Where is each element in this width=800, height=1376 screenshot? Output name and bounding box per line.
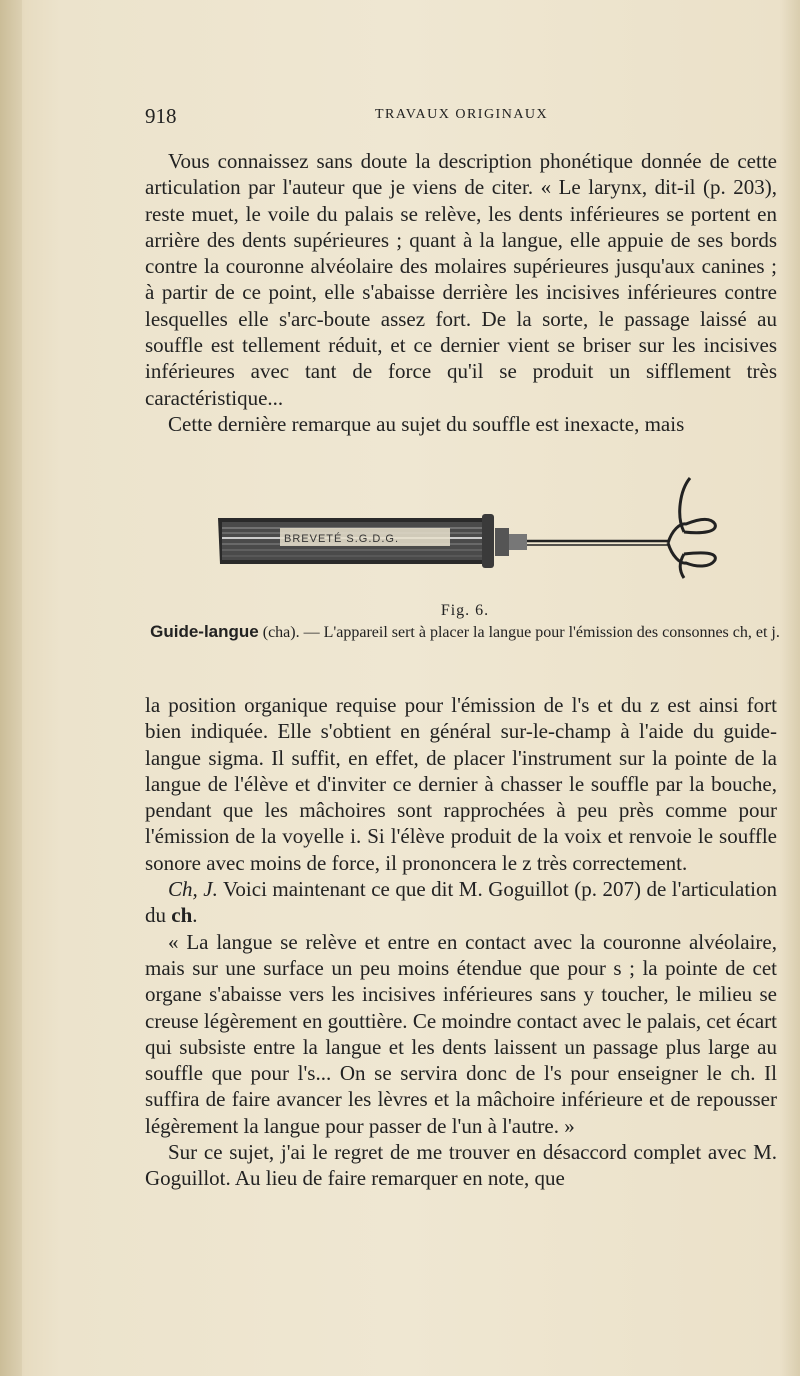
- figure-label: Fig. 6.: [440, 602, 490, 619]
- figure-caption: [145, 600, 785, 643]
- running-title: TRAVAUX ORIGINAUX: [375, 107, 549, 122]
- paragraph-4-end: .: [192, 903, 198, 928]
- instrument-tongue-guide: [668, 478, 715, 578]
- caption-term: Guide-langue: [150, 622, 259, 641]
- caption-term-note: (cha).: [262, 624, 300, 641]
- paragraph-4: [145, 876, 777, 929]
- page-header: [145, 104, 785, 130]
- page-number: 918: [145, 104, 177, 128]
- page-spine-shadow: [0, 0, 22, 1376]
- paragraph-4-bold: ch: [171, 903, 193, 928]
- paragraph-4-text: Voici maintenant ce que dit M. Goguillot (p. 207) de l'articulation du: [145, 877, 778, 928]
- instrument-handle: [218, 518, 485, 564]
- paragraph-6: Sur ce sujet, j'ai le regret de me trouver en désaccord complet avec M. Goguillot. Au lieu de faire remarquer en note, que: [145, 1140, 777, 1191]
- instrument-ferrule: [482, 514, 527, 568]
- instrument-wire: [527, 541, 668, 545]
- text-block-top: [145, 148, 777, 437]
- engraving-text: BREVETÉ S.G.D.G.: [284, 533, 400, 545]
- text-block-bottom: [145, 692, 777, 1192]
- caption-text: — L'appareil sert à placer la langue pour l'émission des consonnes ch, et j.: [303, 624, 780, 641]
- paragraph-3: la position organique requise pour l'émission de l's et du z est ainsi fort bien indiquée. Elle s'obtient en général sur-le-champ à l'aide du guide-langue sigma. Il suffit, en effet, de placer l'instrument sur la pointe de la langue de l'élève et d'inviter ce dernier à chasser le souffle par la bouche, pendant que les mâchoires sont rapprochées à peu près comme pour l'émission de la voyelle i. Si l'élève produit de la voix et renvoie le souffle sonore avec moins de force, il prononcera le z très correctement.: [145, 693, 777, 875]
- paragraph-4-lead: Ch, J.: [168, 877, 218, 902]
- paragraph-5: « La langue se relève et entre en contact avec la couronne alvéolaire, mais sur une surface un peu moins étendue que pour s ; la pointe de cet organe s'abaisse vers les incisives inférieures sans y toucher, le milieu se creuse légèrement en gouttière. Ce moindre contact avec le palais, cet écart qui subsiste entre la langue et les dents laissent un passage plus large au souffle que pour l's... On se servira donc de l's pour enseigner le ch. Il suffira de faire avancer les lèvres et la mâchoire inférieure et de repousser légèrement la langue pour passer de l'un à l'autre. »: [145, 929, 777, 1138]
- guide-langue-illustration: [210, 468, 730, 580]
- paragraph-2: Cette dernière remarque au sujet du souffle est inexacte, mais: [168, 411, 685, 436]
- paragraph-1: Vous connaissez sans doute la description phonétique donnée de cette articulation par l'auteur que je viens de citer. « Le larynx, dit-il (p. 203), reste muet, le voile du palais se relève, les dents inférieures se portent en arrière des dents supérieures ; quant à la langue, elle appuie de ses bords contre la couronne alvéolaire des molaires supérieures jusqu'aux canines ; à partir de ce point, elle s'abaisse derrière les incisives inférieures contre lesquelles elle s'arc-boute assez fort. De la sorte, le passage laissé au souffle est tellement réduit, et ce dernier vient se briser sur les incisives inférieures avec tant de force qu'il se produit un sifflement très caractéristique...: [145, 149, 777, 410]
